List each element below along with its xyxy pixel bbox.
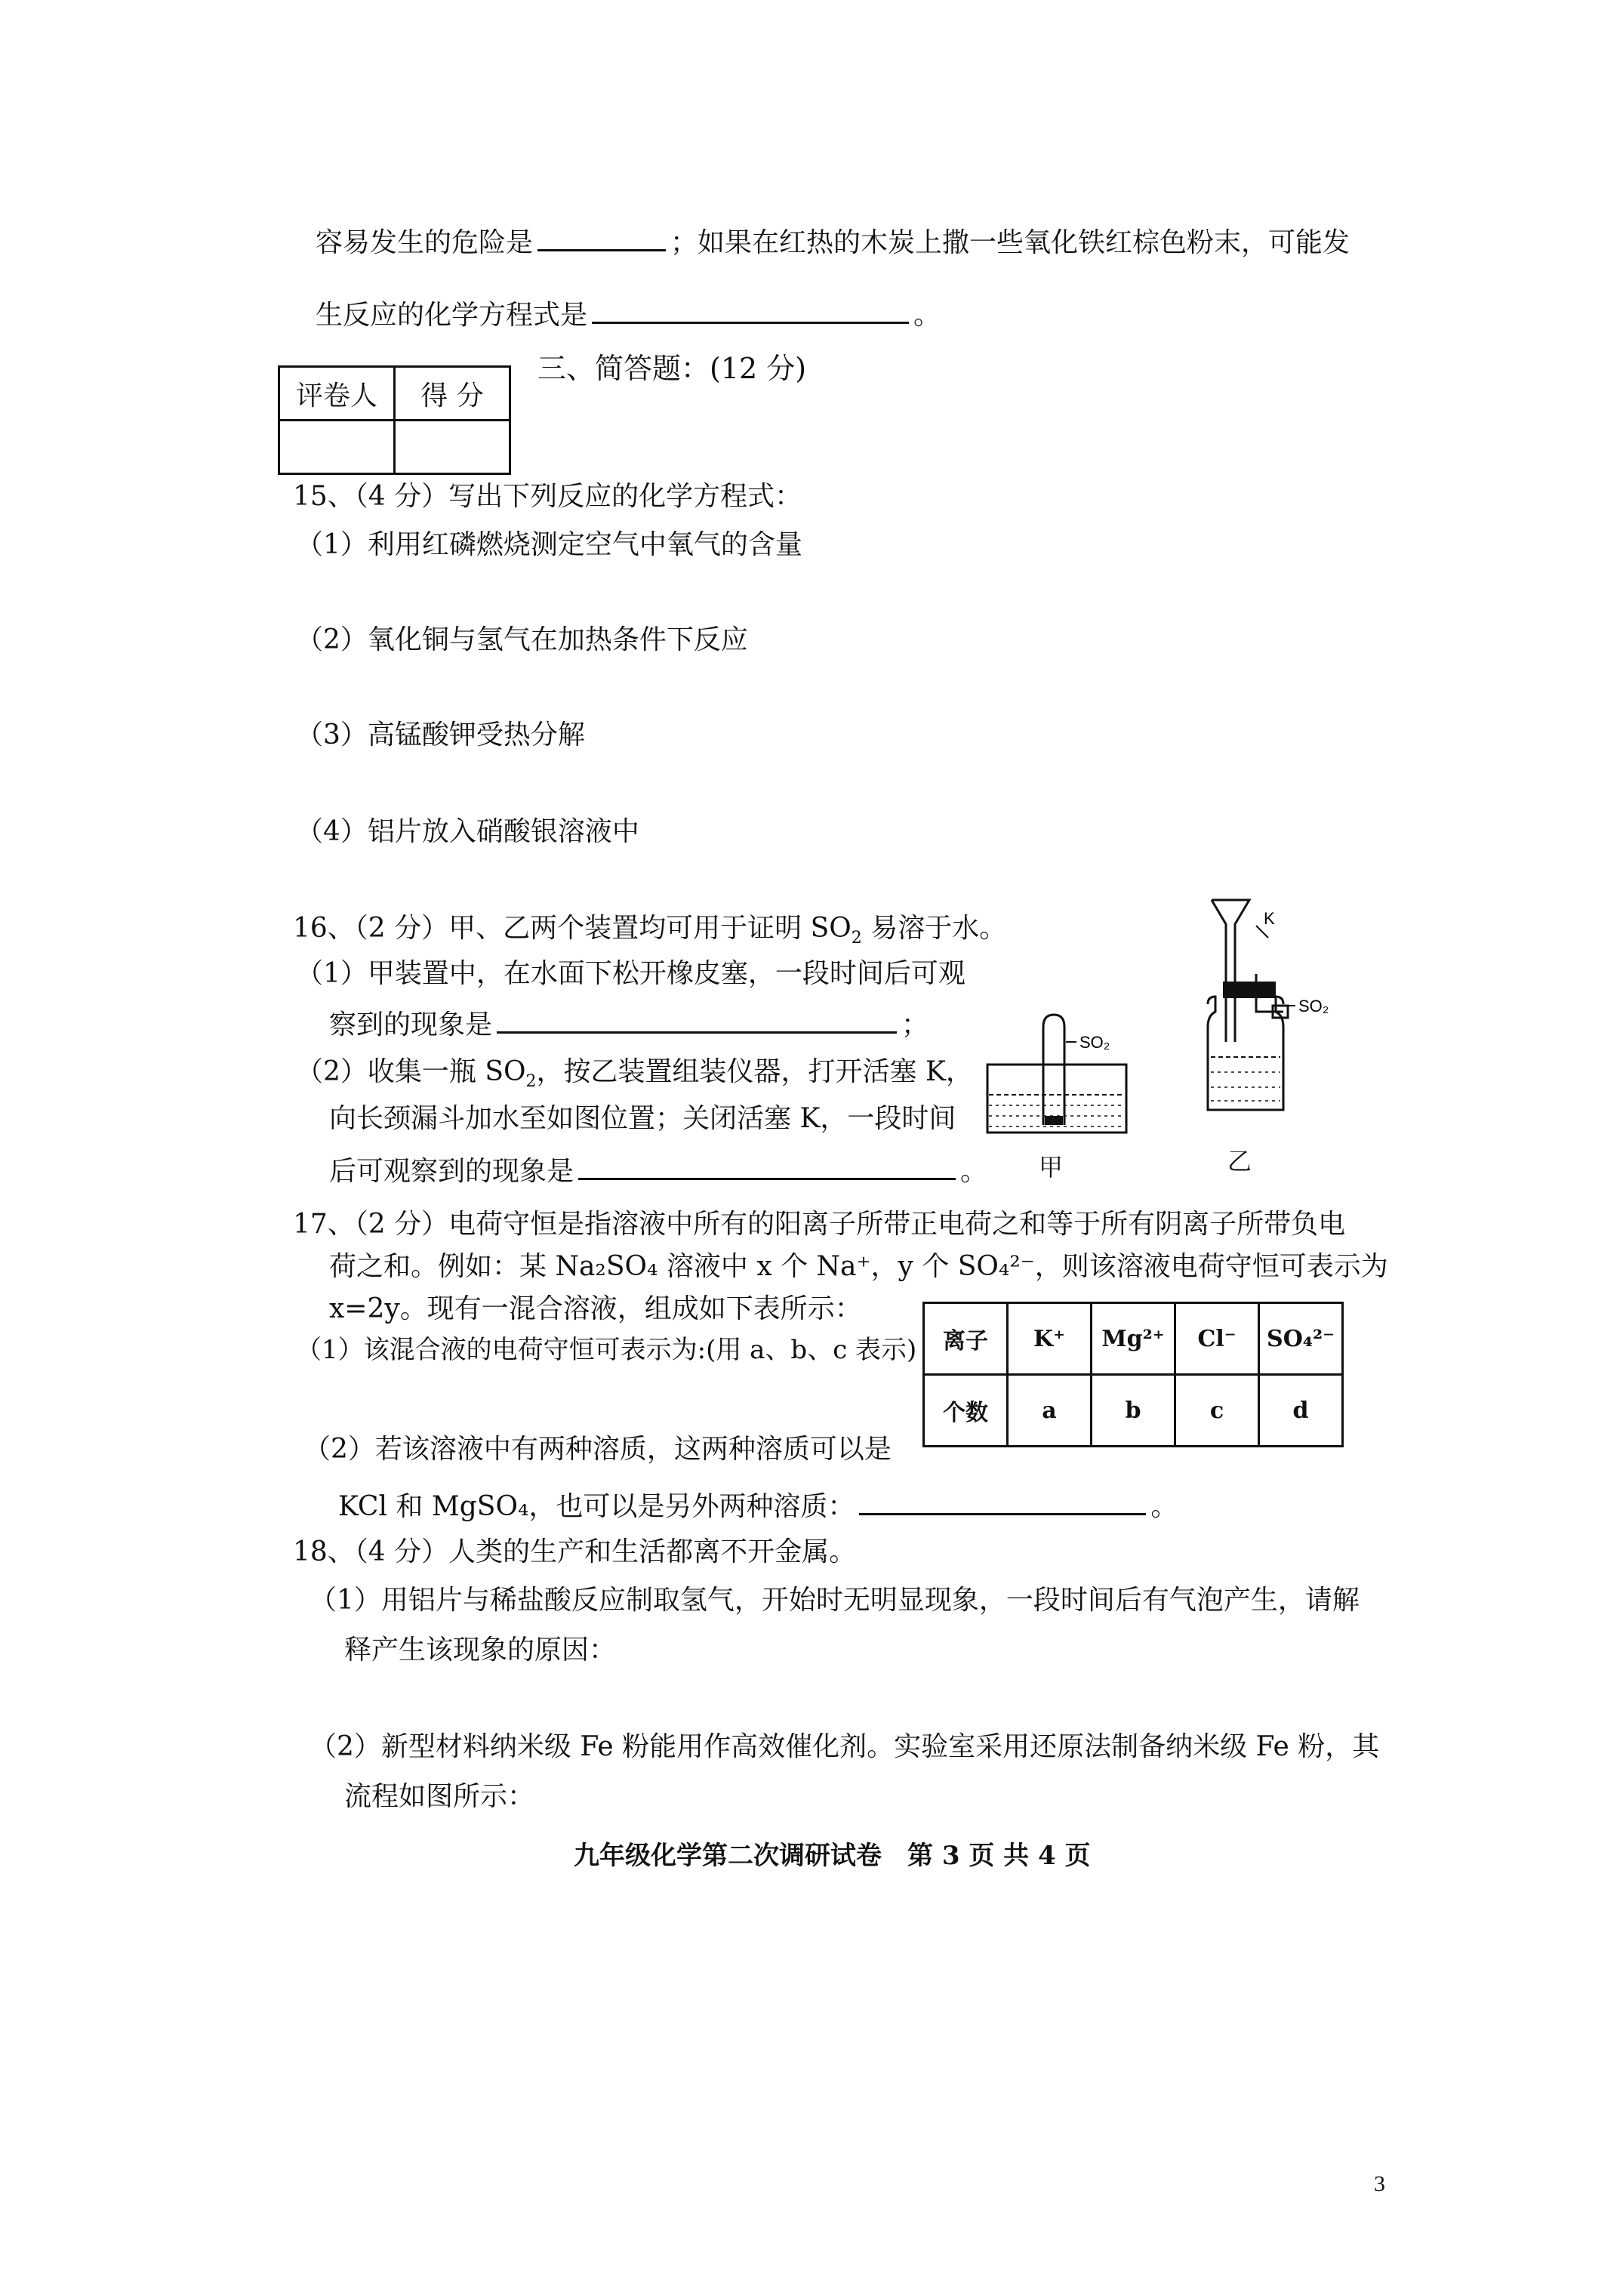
label-yi: 乙 [1227, 1147, 1252, 1176]
q17-line1: 17、（2 分）电荷守恒是指溶液中所有的阳离子所带正电荷之和等于所有阴离子所带负电 [293, 1209, 1346, 1240]
answer-blank [578, 1152, 956, 1180]
q15-item-1: （1）利用红磷燃烧测定空气中氧气的含量 [296, 529, 802, 560]
q16-p2-line1-b: ，按乙装置组装仪器，打开活塞 K， [536, 1056, 973, 1087]
ion-header-cell: 离子 [924, 1303, 1008, 1375]
so2-label-yi: SO₂ [1298, 997, 1329, 1015]
k-label: K [1264, 909, 1275, 928]
ion-header-cell: Cl⁻ [1175, 1303, 1259, 1375]
grader-col-label: 评卷人 [279, 367, 395, 421]
section-title: 三、简答题：(12 分) [537, 352, 807, 385]
answer-blank [497, 1006, 897, 1034]
ion-table [922, 1302, 1344, 1447]
q16-p2-line3 [329, 1152, 987, 1188]
q18-p1-line2: 释产生该现象的原因： [344, 1635, 617, 1666]
q17-p2-line1: （2）若该溶液中有两种溶质，这两种溶质可以是 [303, 1434, 892, 1465]
q18-p1-line1: （1）用铝片与稀盐酸反应制取氢气，开始时无明显现象，一段时间后有气泡产生，请解 [310, 1585, 1360, 1616]
grader-table [278, 365, 511, 475]
q16-p1-line2-a: 察到的现象是 [329, 1009, 493, 1040]
ion-count-cell: d [1259, 1375, 1343, 1447]
q15-stem: 15、（4 分）写出下列反应的化学方程式： [293, 481, 802, 512]
q16-p2-line3-b: 。 [960, 1156, 988, 1187]
ion-count-cell: 个数 [924, 1375, 1008, 1447]
label-jia: 甲 [1039, 1153, 1064, 1182]
q16-stem-b: 易溶于水。 [861, 913, 1007, 944]
q17-line2: 荷之和。例如：某 Na₂SO₄ 溶液中 x 个 Na⁺，y 个 SO₄²⁻，则该溶液电荷守恒可表示为 [329, 1251, 1388, 1282]
page-footer: 九年级化学第二次调研试卷 第 3 页 共 4 页 [574, 1841, 1091, 1871]
ion-header-cell: K⁺ [1008, 1303, 1092, 1375]
score-cell [395, 421, 510, 474]
q18-stem: 18、（4 分）人类的生产和生活都离不开金属。 [293, 1536, 857, 1567]
q16-p2-line2: 向长颈漏斗加水至如图位置；关闭活塞 K，一段时间 [329, 1103, 956, 1134]
top-line-2-text-a: 生反应的化学方程式是 [316, 300, 588, 331]
q16-stem [293, 912, 1006, 955]
apparatus-jia-diagram [981, 1012, 1132, 1140]
page-number: 3 [1374, 2171, 1385, 2196]
q15-item-3: （3）高锰酸钾受热分解 [296, 720, 585, 750]
grader-cell [279, 421, 395, 474]
top-line-1-text-a: 容易发生的危险是 [316, 227, 534, 258]
q15-item-2: （2）氧化铜与氢气在加热条件下反应 [296, 624, 748, 655]
q16-stem-a: 16、（2 分）甲、乙两个装置均可用于证明 SO [293, 913, 852, 944]
q17-p2-line2 [338, 1487, 1178, 1524]
answer-blank [859, 1487, 1146, 1515]
q16-stem-sub: 2 [851, 929, 862, 948]
q17-line3: x=2y。现有一混合溶液，组成如下表所示： [329, 1293, 862, 1324]
ion-count-cell: a [1008, 1375, 1092, 1447]
q16-p1-line2 [329, 1006, 929, 1042]
q17-p1: （1）该混合液的电荷守恒可表示为:(用 a、b、c 表示) [296, 1335, 917, 1365]
q15-item-4: （4）铝片放入硝酸银溶液中 [296, 816, 639, 847]
q16-p2-line1-sub: 2 [525, 1072, 537, 1092]
ion-header-cell: Mg²⁺ [1092, 1303, 1175, 1375]
top-line-2-text-b: 。 [913, 300, 941, 331]
score-col-label: 得 分 [395, 367, 510, 421]
q17-p2-line2-b: 。 [1150, 1491, 1178, 1522]
q18-p2-line1: （2）新型材料纳米级 Fe 粉能用作高效催化剂。实验室采用还原法制备纳米级 Fe 粉，其 [310, 1731, 1380, 1762]
q18-p2-line2: 流程如图所示： [344, 1781, 535, 1812]
q16-p1-line2-b: ； [901, 1009, 929, 1040]
top-line-1 [316, 223, 1350, 260]
q16-p2-line1 [296, 1056, 973, 1099]
so2-label-jia: SO₂ [1079, 1033, 1110, 1052]
q16-p2-line3-a: 后可观察到的现象是 [329, 1156, 574, 1187]
apparatus-yi-diagram [1185, 891, 1344, 1125]
top-line-2 [316, 296, 941, 332]
ion-header-cell: SO₄²⁻ [1259, 1303, 1343, 1375]
q16-p2-line1-a: （2）收集一瓶 SO [296, 1056, 526, 1087]
answer-blank [537, 223, 666, 251]
ion-count-cell: b [1092, 1375, 1175, 1447]
q16-p1-line1: （1）甲装置中，在水面下松开橡皮塞，一段时间后可观 [296, 958, 965, 989]
ion-count-cell: c [1175, 1375, 1259, 1447]
top-line-1-text-b: ；如果在红热的木炭上撒一些氧化铁红棕色粉末，可能发 [670, 227, 1350, 258]
q17-p2-line2-a: KCl 和 MgSO₄，也可以是另外两种溶质： [338, 1491, 855, 1522]
answer-blank [592, 296, 909, 324]
